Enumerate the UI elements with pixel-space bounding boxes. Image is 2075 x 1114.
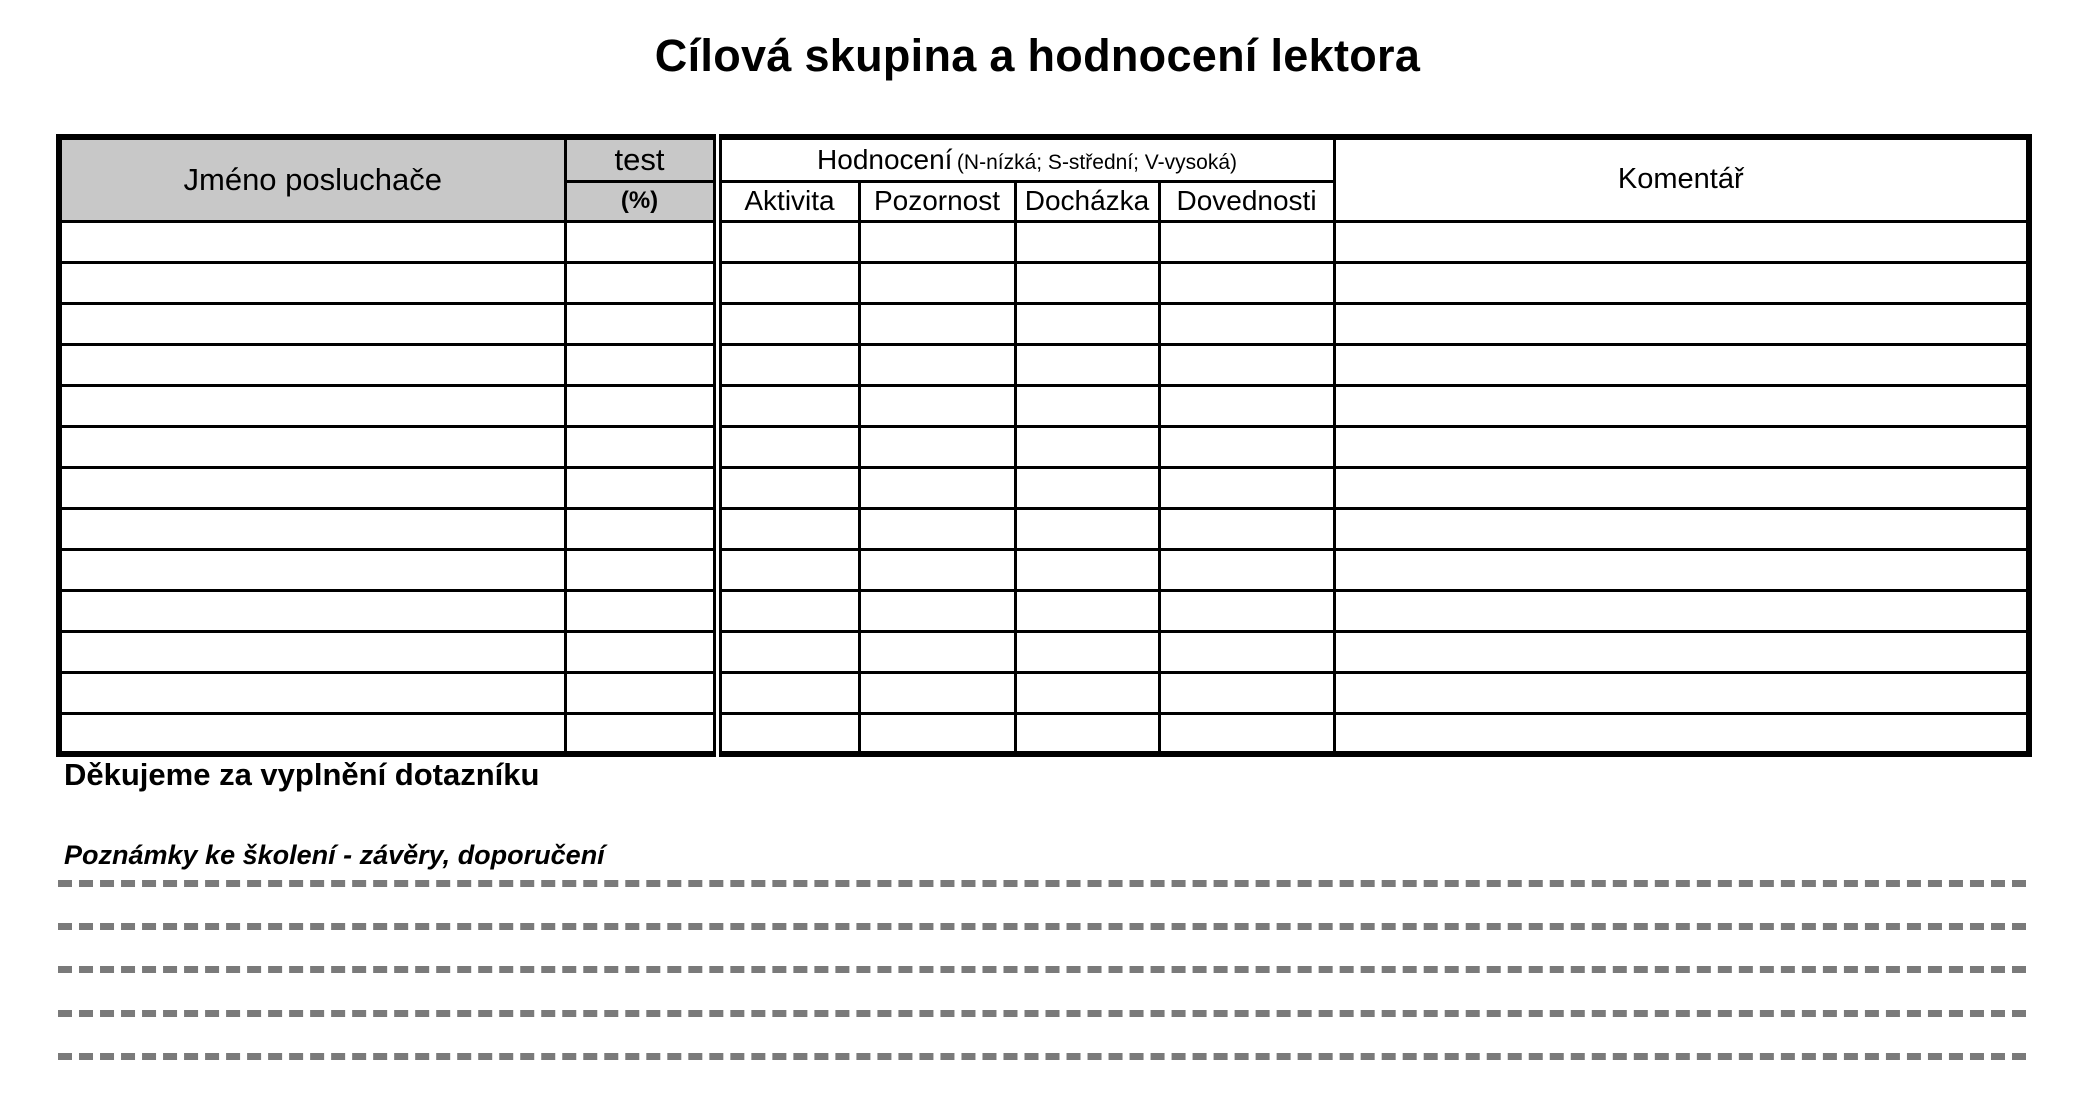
cell-comment[interactable] (1334, 221, 2029, 262)
header-attendance: Docházka (1015, 181, 1159, 221)
table-row (59, 508, 2029, 549)
header-rating (717, 137, 1334, 181)
cell-comment[interactable] (1334, 467, 2029, 508)
table-row (59, 385, 2029, 426)
cell-test[interactable] (565, 672, 717, 713)
cell-attention[interactable] (859, 426, 1015, 467)
header-activity: Aktivita (717, 181, 859, 221)
cell-attendance[interactable] (1015, 672, 1159, 713)
cell-attendance[interactable] (1015, 549, 1159, 590)
cell-activity[interactable] (717, 713, 859, 754)
cell-name[interactable] (59, 549, 565, 590)
cell-attention[interactable] (859, 508, 1015, 549)
cell-attention[interactable] (859, 631, 1015, 672)
header-student-name: Jméno posluchače (59, 137, 565, 221)
cell-activity[interactable] (717, 672, 859, 713)
cell-comment[interactable] (1334, 590, 2029, 631)
cell-activity[interactable] (717, 590, 859, 631)
cell-name[interactable] (59, 262, 565, 303)
cell-skills[interactable] (1159, 672, 1334, 713)
header-test-percent: (%) (565, 181, 717, 221)
cell-test[interactable] (565, 590, 717, 631)
cell-skills[interactable] (1159, 303, 1334, 344)
cell-activity[interactable] (717, 344, 859, 385)
cell-test[interactable] (565, 631, 717, 672)
cell-activity[interactable] (717, 221, 859, 262)
cell-comment[interactable] (1334, 713, 2029, 754)
cell-name[interactable] (59, 344, 565, 385)
cell-test[interactable] (565, 385, 717, 426)
cell-name[interactable] (59, 303, 565, 344)
cell-test[interactable] (565, 221, 717, 262)
header-comment: Komentář (1334, 137, 2029, 221)
cell-attention[interactable] (859, 303, 1015, 344)
cell-attendance[interactable] (1015, 262, 1159, 303)
cell-comment[interactable] (1334, 303, 2029, 344)
cell-name[interactable] (59, 713, 565, 754)
cell-activity[interactable] (717, 508, 859, 549)
cell-attendance[interactable] (1015, 631, 1159, 672)
cell-test[interactable] (565, 303, 717, 344)
header-attention: Pozornost (859, 181, 1015, 221)
cell-skills[interactable] (1159, 631, 1334, 672)
cell-activity[interactable] (717, 262, 859, 303)
table-row (59, 426, 2029, 467)
cell-skills[interactable] (1159, 549, 1334, 590)
cell-skills[interactable] (1159, 590, 1334, 631)
cell-activity[interactable] (717, 631, 859, 672)
table-row (59, 631, 2029, 672)
cell-attention[interactable] (859, 467, 1015, 508)
cell-test[interactable] (565, 344, 717, 385)
cell-test[interactable] (565, 549, 717, 590)
cell-skills[interactable] (1159, 344, 1334, 385)
note-line[interactable] (58, 880, 2026, 887)
cell-attendance[interactable] (1015, 385, 1159, 426)
cell-test[interactable] (565, 467, 717, 508)
note-line[interactable] (58, 1010, 2026, 1017)
cell-attention[interactable] (859, 549, 1015, 590)
cell-attendance[interactable] (1015, 221, 1159, 262)
table-row (59, 549, 2029, 590)
cell-activity[interactable] (717, 549, 859, 590)
cell-name[interactable] (59, 385, 565, 426)
header-test: test (565, 137, 717, 181)
evaluation-table (56, 134, 2032, 757)
cell-skills[interactable] (1159, 262, 1334, 303)
notes-label: Poznámky ke školení - závěry, doporučení (64, 840, 605, 870)
header-rating-label: Hodnocení (817, 143, 953, 175)
cell-attendance[interactable] (1015, 344, 1159, 385)
cell-name[interactable] (59, 631, 565, 672)
cell-attention[interactable] (859, 221, 1015, 262)
cell-name[interactable] (59, 426, 565, 467)
cell-comment[interactable] (1334, 262, 2029, 303)
cell-activity[interactable] (717, 303, 859, 344)
cell-activity[interactable] (717, 426, 859, 467)
cell-name[interactable] (59, 508, 565, 549)
cell-skills[interactable] (1159, 385, 1334, 426)
cell-name[interactable] (59, 467, 565, 508)
table-row (59, 344, 2029, 385)
table-row (59, 467, 2029, 508)
cell-activity[interactable] (717, 467, 859, 508)
cell-comment[interactable] (1334, 385, 2029, 426)
cell-attention[interactable] (859, 262, 1015, 303)
cell-name[interactable] (59, 672, 565, 713)
cell-skills[interactable] (1159, 221, 1334, 262)
table-row (59, 221, 2029, 262)
cell-skills[interactable] (1159, 426, 1334, 467)
cell-attention[interactable] (859, 590, 1015, 631)
cell-comment[interactable] (1334, 631, 2029, 672)
cell-attention[interactable] (859, 672, 1015, 713)
table-row (59, 262, 2029, 303)
cell-attention[interactable] (859, 713, 1015, 754)
cell-attention[interactable] (859, 385, 1015, 426)
table-row (59, 672, 2029, 713)
cell-attendance[interactable] (1015, 713, 1159, 754)
cell-attendance[interactable] (1015, 426, 1159, 467)
header-skills: Dovednosti (1159, 181, 1334, 221)
cell-test[interactable] (565, 262, 717, 303)
table-row (59, 590, 2029, 631)
cell-comment[interactable] (1334, 672, 2029, 713)
cell-test[interactable] (565, 713, 717, 754)
cell-test[interactable] (565, 426, 717, 467)
page-title: Cílová skupina a hodnocení lektora (654, 30, 1421, 81)
cell-test[interactable] (565, 508, 717, 549)
cell-name[interactable] (59, 221, 565, 262)
note-line[interactable] (58, 1053, 2026, 1060)
table-row (59, 303, 2029, 344)
cell-skills[interactable] (1159, 467, 1334, 508)
cell-activity[interactable] (717, 385, 859, 426)
cell-attendance[interactable] (1015, 590, 1159, 631)
cell-comment[interactable] (1334, 426, 2029, 467)
cell-skills[interactable] (1159, 508, 1334, 549)
cell-comment[interactable] (1334, 549, 2029, 590)
cell-comment[interactable] (1334, 508, 2029, 549)
cell-comment[interactable] (1334, 344, 2029, 385)
cell-attendance[interactable] (1015, 303, 1159, 344)
cell-attendance[interactable] (1015, 508, 1159, 549)
cell-name[interactable] (59, 590, 565, 631)
table-row (59, 713, 2029, 754)
note-line[interactable] (58, 923, 2026, 930)
cell-attendance[interactable] (1015, 467, 1159, 508)
header-rating-legend: (N-nízká; S-střední; V-vysoká) (956, 150, 1237, 174)
thanks-text: Děkujeme za vyplnění dotazníku (64, 757, 540, 792)
cell-attention[interactable] (859, 344, 1015, 385)
note-line[interactable] (58, 966, 2026, 973)
cell-skills[interactable] (1159, 713, 1334, 754)
